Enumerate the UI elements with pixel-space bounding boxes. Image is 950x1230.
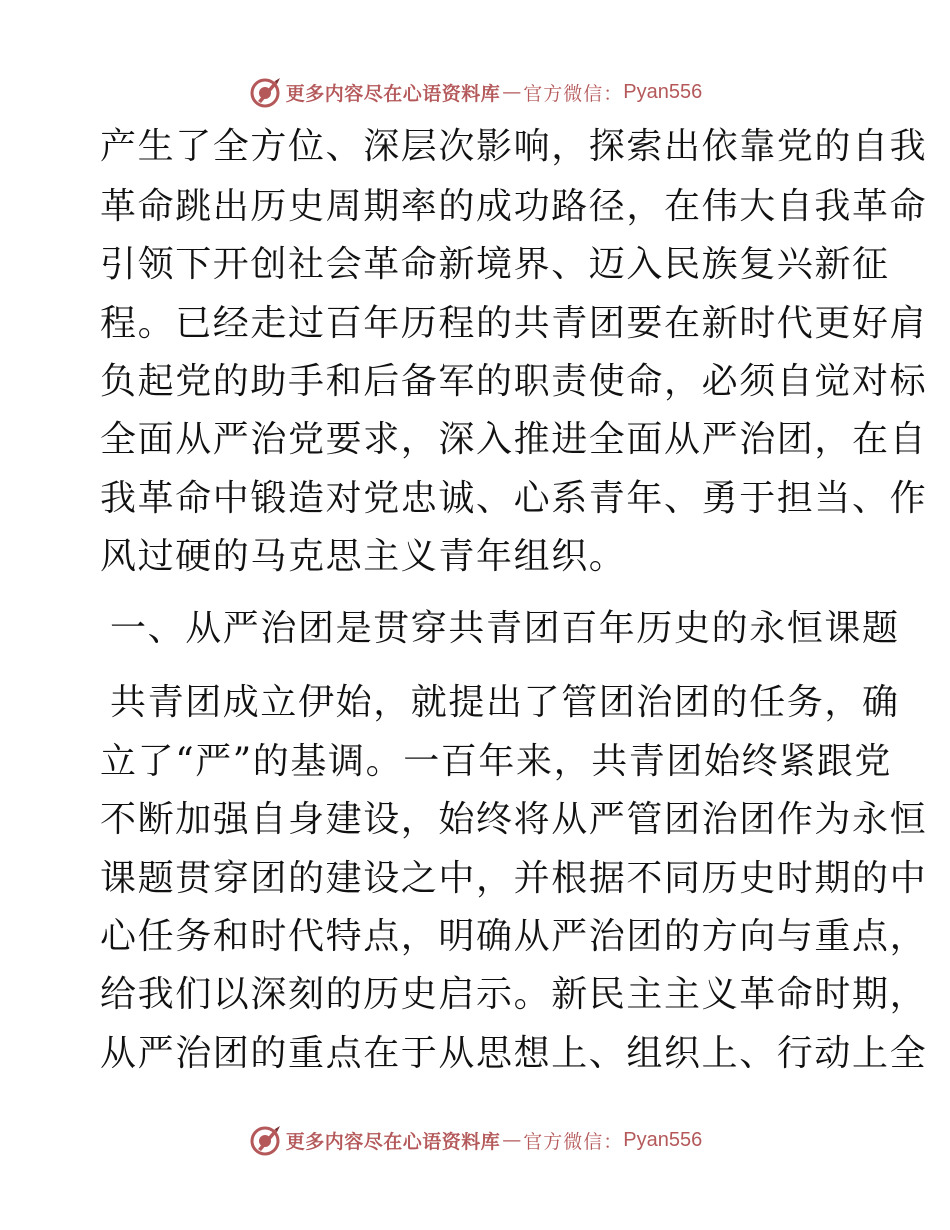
banner-dash: —: [502, 81, 522, 103]
banner-wechat-id: Pyan556: [623, 1128, 703, 1151]
banner-wechat-label: 官方微信：: [523, 1130, 624, 1153]
text-line: 立了“严”的基调。一百年来，共青团始终紧跟党: [100, 741, 893, 782]
section-heading: 一、从严治团是贯穿共青团百年历史的永恒课题: [110, 608, 900, 649]
banner-wechat-label: 官方微信：: [523, 82, 624, 105]
text-line: 课题贯穿团的建设之中，并根据不同历史时期的中: [100, 858, 928, 899]
text-line: 产生了全方位、深层次影响，探索出依靠党的自我: [100, 126, 928, 167]
text-line: 心任务和时代特点，明确从严治团的方向与重点，: [100, 916, 928, 957]
brand-logo-icon: [248, 75, 282, 109]
text-line: 给我们以深刻的历史启示。新民主主义革命时期，: [100, 974, 928, 1015]
brand-logo-icon: [248, 1123, 282, 1157]
text-line: 从严治团的重点在于从思想上、组织上、行动上全: [100, 1033, 928, 1074]
text-line: 负起党的助手和后备军的职责使命，必须自觉对标: [100, 361, 928, 402]
banner-dash: —: [502, 1129, 522, 1151]
banner-text: 更多内容尽在心语资料库: [285, 82, 501, 105]
banner-wechat-id: Pyan556: [623, 80, 703, 103]
footer-banner: [0, 1120, 950, 1160]
banner-text: 更多内容尽在心语资料库: [285, 1130, 501, 1153]
text-line: 风过硬的马克思主义青年组织。: [100, 536, 627, 577]
header-banner: [0, 72, 950, 112]
text-line: 程。已经走过百年历程的共青团要在新时代更好肩: [100, 303, 928, 344]
text-line: 全面从严治党要求，深入推进全面从严治团，在自: [100, 419, 928, 460]
text-line: 共青团成立伊始，就提出了管团治团的任务，确: [110, 682, 900, 723]
text-line: 我革命中锻造对党忠诚、心系青年、勇于担当、作: [100, 478, 928, 519]
text-line: 革命跳出历史周期率的成功路径，在伟大自我革命: [100, 186, 928, 227]
text-line: 引领下开创社会革命新境界、迈入民族复兴新征: [100, 244, 890, 285]
text-line: 不断加强自身建设，始终将从严管团治团作为永恒: [100, 799, 928, 840]
